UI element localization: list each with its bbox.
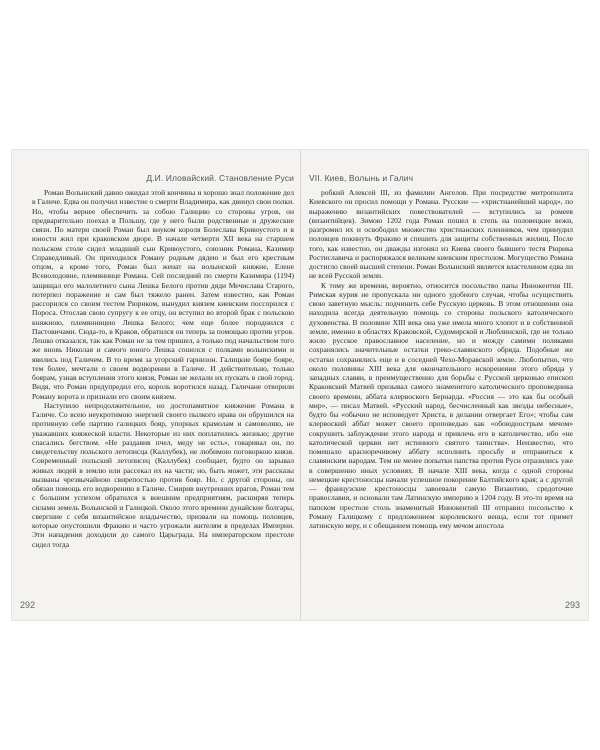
running-head-left: Д.И. Иловайский. Становление Руси — [146, 173, 294, 183]
right-page-body — [309, 188, 573, 530]
running-head-right: VII. Киев, Волынь и Галич — [309, 173, 414, 183]
left-page-body — [32, 188, 294, 549]
book-spread — [12, 150, 588, 620]
left-page — [12, 150, 300, 620]
paragraph: Наступило непродолжительное, но достопамятное княжение Романа в Галиче. Со всею неукротимою энергией своего пылкого нрава он обрушился на противную себе партию галицких бояр, упорных крамолам и самоволию, не уважавших княжеской власти. Некоторые из них поплатились жизнью; другие спасались бегством. «Не раздавив пчел, меду не есть», говаривал он, по свидетельству польского летописца (Каллубек), не любимою поговоркою князя. Современный польский летописец (Каллубек) сообщает, будто он зарывал живых людей в землю или рассекал их на части; но, быть может, эти рассказы вызваны чрезвычайною свирепостью против бояр. Но, с другой стороны, он обязан помощь его водворению в Галиче. Смирив внутренних врагов, Роман тем с большим успехом обратился к внешним предприятиям, расширяя теперь силами земель Волынской и Галицкой. Около этого времени дунайские болгары, свергшие с себя византийское владычество, призвали на помощь половцев, которые опустошили Фракию и часто угрожали жителям в пределах Империи. Эти нападения доходили до самого Царьграда. На императорском престоле сидел тогда — [32, 400, 294, 549]
page-number-right: 293 — [564, 600, 580, 610]
paragraph: Роман Волынский давно ожидал этой кончины и хорошо знал положение дел в Галиче. Едва он получил известие о смерти Владимира, как двинул свои полки. Но, чтобы вернее обеспечить за собою Галицию со стороны угров, он предварительно поехал в Польшу, где у него были родственные и дружеские связи. По матери своей Роман был внуком короля Болеслава Кривоустого и в юности жил при краковском дворе. В начале четверти XII века на старшем польском столе сидел младший сын Кривоустого, союзник Романа, Казимир Справедливый. Он приходился Роману родным дядею и был его крестным отцом, а кроме того, Роман был женат на волынской княжне, Елене Всеволодовне, племяннице Романа. Сей последний по смерти Казимира (1194) защищал его малолетнего сына Лешка Белого против дяди Мечислава Старого, потерпел поражение и сам был тяжело ранен. Затем известно, как Роман рассорился со своим тестем Рюриком, вынудил князем киевским поссорился с Пороса. Отослав свою супругу к ее отцу, он вступил во второй брак с польскою княжною, племянницею Лешка Белого; чем еще более породнился с Пастовичами. Сюда-то, в Краков, обратился он теперь за помощью против угров. Лешко отказался, так как Роман не за тем пришел, а только под начальством того же вновь Николая и самого юного Лешка сошелся с полками волынскими и явились под Галичем. В то время за угорский гарнизон. Галицкие бояре бояре, тем более, мечтали о своем водворении в Галиче. И действительно, только боярам, узнав вступления этого князя, Роман не желали их пускать в свой город. Видя, что Роман предупредил его, король воротился назад. Галичане отворили Роману ворота и признали его своим князем. — [32, 188, 294, 401]
right-page — [301, 150, 588, 620]
page-number-left: 292 — [20, 600, 36, 610]
paragraph: робкий Алексей III, из фамилии Ангелов. При посредстве митрополита Киевского он просил помощи у Романа. Русские — «христианейший народ», по выражению византийских повествователей — вступились за ромеев (византийцев). Зимою 1202 года Роман пошел в степь на половецкие вежи, разгромил их и освободил множество христианских пленников, чем принудил половцев покинуть Фракию и спешить для защиты собственных жилищ. После того, как известно, он дважды изгонял из Киева своего бывшего тестя Рюрика Ростиславича и распоряжался великим киевским престолом. Могущество Романа достигло своей высшей степени. Роман Волынский является властелином едва ли не всей Русской земли. — [309, 188, 573, 281]
paragraph: К тому же времени, вероятно, относится посольство папы Иннокентия III. Римская курия не пропускала ни одного удобного случая, чтобы осуществить свою заветную мысль: подчинить себе Русскую церковь. В этом отношении она находила всегда деятельную помощь со стороны польского католического духовенства. В половине XIII века она уже имела много хлопот и в собственной земле, именно в областях Краковской, Судомирской и Люблинской, где не только жило русское православное население, но и между самими поляками сохранялись значительные остатки греко-славянского обряда. Подобные же остатки сохранялись еще и в соседней Чехо-Моравской земле. Любопытно, что около половины XIII века для окончательного искоренения этого обряда у западных славян, в преимущественно для борьбы с Русской церковью епископ Краковский Матвей призывал самого знаменитого католического проповедника своего времени, аббата клервоского Бернарда. «Россия — это как бы особый мир», — писал Матвей. «Русский народ, бесчисленный как звезды небесные», будто бы «обычно не исповедует Христа, в делании отвергает Его»; чтобы сам клервоский аббат может своего проповедью как «обоюдоострым мечом» сокрушить заблуждение этого народа и привлечь его в католичество, ибо «не католической церкви нет истинного святого таинства». Неизвестно, что помешало красноречивому аббату исполнить просьбу и отправиться к славянским народам. Тем не менее попытки папства против Руси отразились уже в совершенно иных условиях. В начале XIII века, когда с одной стороны немецкие крестоносцы начали успешное покорение Балтийского края; а с другой — французские крестоносцы завоевали самую Византию, средоточие православия, и основали там Латинскую империю в 1204 году. В это-то время на папском престоле столь знаменитый Иннокентий III отправил посольство к Роману Галицкому с предложением королевского венца, если тот примет латинскую веру, и с обещанием помощь ему мечом апостола — [309, 280, 573, 530]
